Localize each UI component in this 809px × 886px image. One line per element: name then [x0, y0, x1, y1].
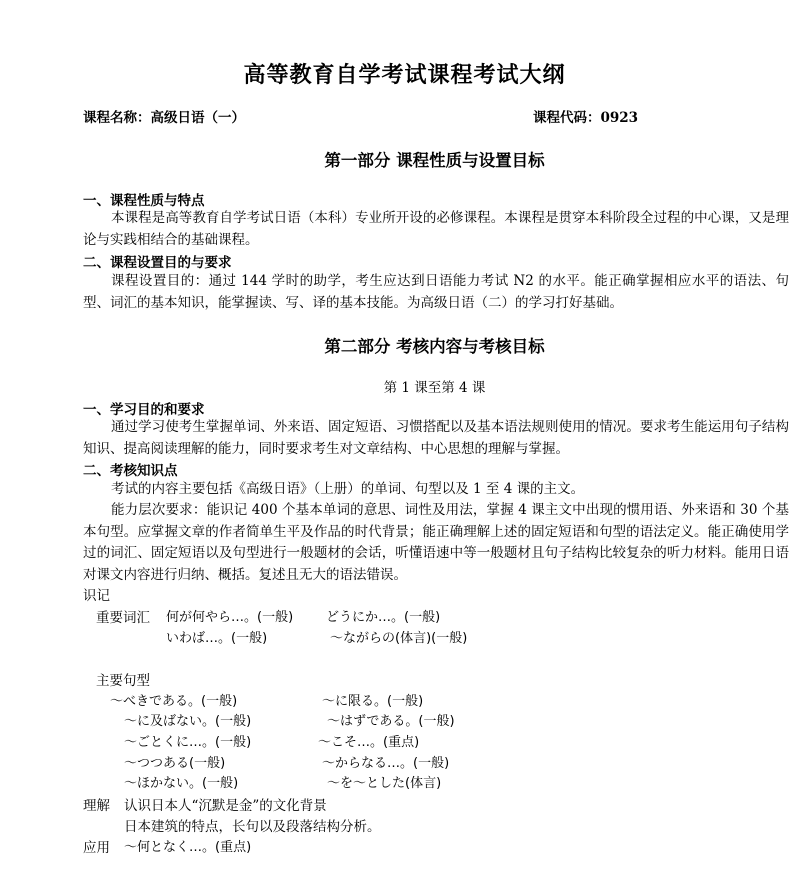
understand-item: 认识日本人“沉默是金”的文化背景	[124, 798, 327, 814]
part1-heading: 第一部分 课程性质与设置目标	[324, 151, 545, 170]
pattern-item: ～つつある(一般)	[124, 756, 226, 771]
pattern-item: ～ごとくに…。(一般)	[124, 735, 252, 750]
lesson-range: 第 1 课至第 4 课	[383, 380, 486, 396]
part2-section2-title: 二、考核知识点	[83, 463, 178, 479]
part1-section2-text: 课程设置目的：通过 144 学时的助学，考生应达到日语能力考试 N2 的水平。能正确掌握相应水平的语法、句型、词汇的基本知识，能掌握读、写、译的基本技能。为高级日语（二）的学习打好基础。	[83, 273, 789, 311]
understand-item: 日本建筑的特点，长句以及段落结构分析。	[124, 819, 381, 835]
part1-section1-title: 一、课程性质与特点	[83, 193, 205, 209]
pattern-item: ～べきである。(一般)	[110, 694, 238, 709]
understand-label: 理解	[83, 798, 110, 814]
course-code: 课程代码：0923	[533, 110, 639, 126]
pattern-item: ～を～とした(体言)	[327, 776, 442, 791]
memorize-label: 识记	[83, 588, 110, 604]
document-title: 高等教育自学考试课程考试大纲	[243, 62, 566, 88]
pattern-item: ～に及ばない。(一般)	[124, 714, 252, 729]
patterns-label: 主要句型	[96, 673, 150, 689]
part2-section2-text2: 能力层次要求：能识记 400 个基本单词的意思、词性及用法，掌握 4 课主文中出现的惯用语、外来语和 30 个基本句型。应掌握文章的作者简单生平及作品的时代背景；能正确理解上述的固定短语和句型的语法定义。能正确使用学过的词汇、固定短语以及句型进行一般题材的会话，听懂语速中等一般题材且句子结构比较复杂的听力材料。能用日语对课文内容进行归纳、概括。复述且无大的语法错误。	[83, 502, 789, 583]
part2-section2-text1: 考试的内容主要包括《高级日语》（上册）的单词、句型以及 1 至 4 课的主文。	[111, 481, 585, 497]
vocab-item: 何が何やら…。(一般)	[166, 610, 294, 625]
part2-section1-title: 一、学习目的和要求	[83, 402, 205, 418]
pattern-item: ～ほかない。(一般)	[124, 776, 239, 791]
course-name: 课程名称：高级日语（一）	[83, 110, 245, 126]
apply-item: ～何となく…。(重点)	[124, 840, 252, 855]
pattern-item: ～に限る。(一般)	[322, 694, 424, 709]
apply-label: 应用	[83, 840, 110, 856]
part1-section1-text: 本课程是高等教育自学考试日语（本科）专业所开设的必修课程。本课程是贯穿本科阶段全过程的中心课，又是理论与实践相结合的基础课程。	[83, 210, 789, 248]
vocab-item: いわば…。(一般)	[166, 631, 268, 646]
part1-section2-title: 二、课程设置目的与要求	[83, 255, 232, 271]
part2-heading: 第二部分 考核内容与考核目标	[324, 337, 545, 356]
vocab-label: 重要词汇	[96, 610, 150, 626]
vocab-item: どうにか…。(一般)	[326, 610, 441, 625]
vocab-item: ～ながらの(体言)(一般)	[330, 631, 468, 646]
pattern-item: ～はずである。(一般)	[327, 714, 455, 729]
pattern-item: ～こそ…。(重点)	[318, 735, 420, 750]
part2-section1-text: 通过学习使考生掌握单词、外来语、固定短语、习惯搭配以及基本语法规则使用的情况。要求考生能运用句子结构知识、提高阅读理解的能力，同时要求考生对文章结构、中心思想的理解与掌握。	[83, 419, 789, 457]
pattern-item: ～からなる…。(一般)	[322, 756, 450, 771]
